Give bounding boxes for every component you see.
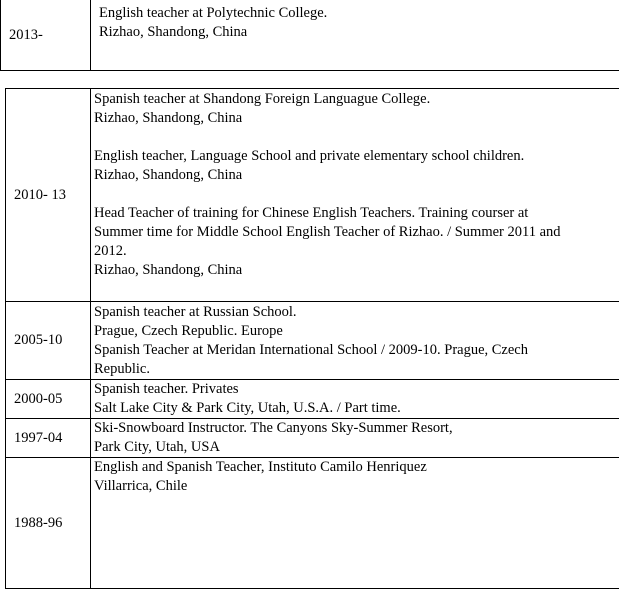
description-line: Rizhao, Shandong, China: [94, 109, 619, 128]
cv-table-top: [0, 0, 619, 71]
description-cell: [91, 89, 619, 302]
year-cell: 2013-: [1, 0, 91, 71]
table-row: [6, 458, 619, 589]
description-line: Ski-Snowboard Instructor. The Canyons Sky-Summer Resort,: [94, 419, 619, 438]
table-row: [1, 0, 619, 71]
description-line: English teacher, Language School and private elementary school children.: [94, 147, 619, 166]
blank-line: [94, 185, 619, 204]
description-cell: [91, 302, 619, 380]
table-row: [6, 419, 619, 458]
year-cell: 1997-04: [6, 419, 91, 458]
description-line: Spanish teacher. Privates: [94, 380, 619, 399]
description-line: Villarrica, Chile: [94, 477, 619, 496]
description-line: Spanish teacher at Shandong Foreign Languague College.: [94, 90, 619, 109]
description-line: Rizhao, Shandong, China: [94, 261, 619, 280]
description-cell: [91, 458, 619, 589]
table-row: [6, 302, 619, 380]
description-line: English teacher at Polytechnic College.: [99, 4, 619, 23]
description-line: Spanish teacher at Russian School.: [94, 303, 619, 322]
year-cell: 2000-05: [6, 380, 91, 419]
description-line: Salt Lake City & Park City, Utah, U.S.A. / Part time.: [94, 399, 619, 418]
description-line: Spanish Teacher at Meridan International School / 2009-10. Prague, Czech: [94, 341, 619, 360]
description-line: Head Teacher of training for Chinese English Teachers. Training courser at: [94, 204, 619, 223]
description-line: Park City, Utah, USA: [94, 438, 619, 457]
year-cell: 2010- 13: [6, 89, 91, 302]
table-row: [6, 89, 619, 302]
table-row: [6, 380, 619, 419]
description-line: Prague, Czech Republic. Europe: [94, 322, 619, 341]
description-line: Rizhao, Shandong, China: [94, 166, 619, 185]
cv-table-main: [5, 88, 619, 589]
year-cell: 2005-10: [6, 302, 91, 380]
description-line: Republic.: [94, 360, 619, 379]
description-cell: [91, 419, 619, 458]
description-line: English and Spanish Teacher, Instituto Camilo Henriquez: [94, 458, 619, 477]
description-cell: [91, 380, 619, 419]
description-line: 2012.: [94, 242, 619, 261]
description-line: Rizhao, Shandong, China: [99, 23, 619, 42]
blank-line: [94, 128, 619, 147]
description-line: Summer time for Middle School English Teacher of Rizhao. / Summer 2011 and: [94, 223, 619, 242]
year-cell: 1988-96: [6, 458, 91, 589]
description-cell: [91, 0, 619, 71]
